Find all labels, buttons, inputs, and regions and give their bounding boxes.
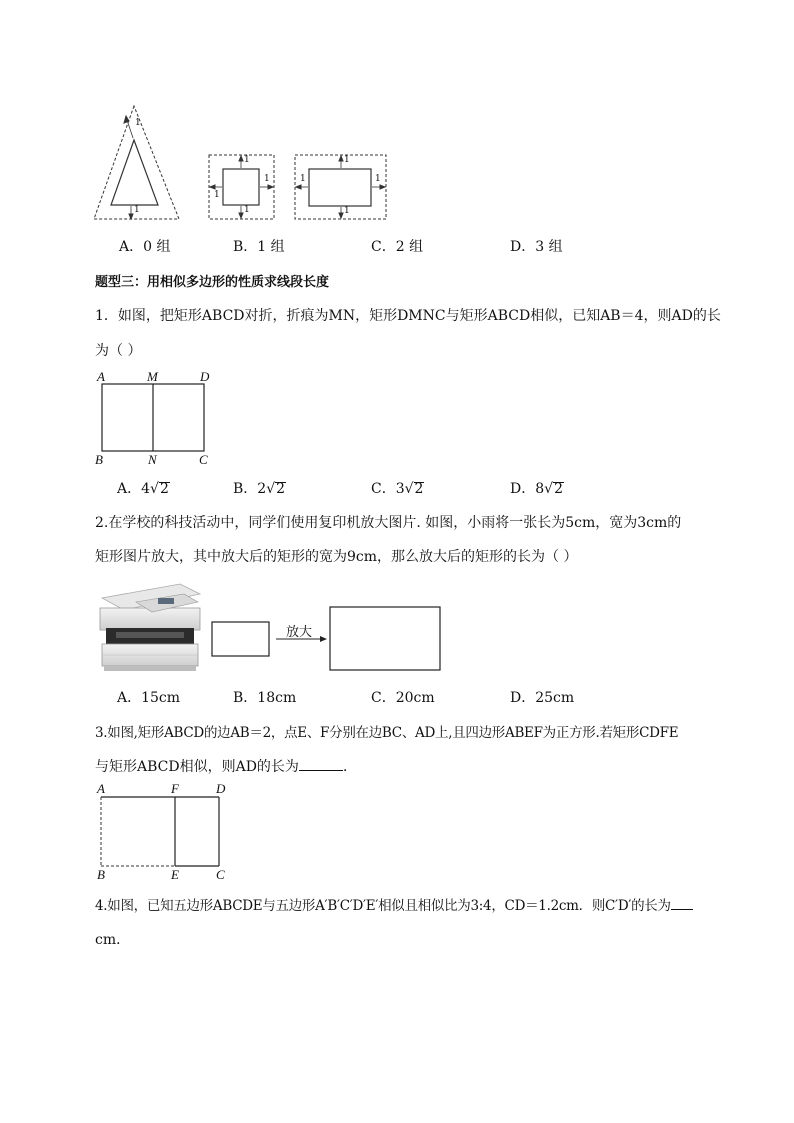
q3-label-c: C <box>216 867 225 882</box>
similar-shapes-figure <box>0 0 794 240</box>
mark-tri-bottom: 1 <box>134 205 140 215</box>
mark-rect-right: 1 <box>375 174 381 184</box>
q4-text-line2: cm． <box>95 932 131 948</box>
q3-answer-blank[interactable] <box>299 758 343 771</box>
q1-text-line1: 1．如图，把矩形ABCD对折，折痕为MN，矩形DMNC与矩形ABCD相似，已知AB＝4，则AD的长 <box>95 308 721 324</box>
mark-sq-left: 1 <box>214 190 220 200</box>
mark-sq-bottom: 1 <box>244 205 250 215</box>
q2-text-line2: 矩形图片放大，其中放大后的矩形的宽为9cm，那么放大后的矩形的长为（ ） <box>95 549 578 565</box>
q1-label-b: B <box>95 452 103 467</box>
rectangle-shapes <box>295 155 386 219</box>
q1-label-c: C <box>199 452 208 467</box>
q2-option-d: D．25cm <box>510 690 575 706</box>
square-shapes <box>209 155 274 219</box>
q2-option-a: A．15cm <box>117 690 181 706</box>
q3-label-e: E <box>171 867 179 882</box>
q3-label-b: B <box>97 867 105 882</box>
mark-rect-top: 1 <box>344 155 350 165</box>
enlarge-label: 放大 <box>286 625 313 640</box>
section-title: 题型三：用相似多边形的性质求线段长度 <box>95 275 330 290</box>
q1-text-line2: 为（ ） <box>95 343 142 359</box>
q1-option-d: D．8√2 <box>510 481 563 497</box>
q2-option-b: B．18cm <box>233 690 297 706</box>
q3-text-line1: 3.如图,矩形ABCD的边AB＝2，点E、F分别在边BC、AD上,且四边形ABEF为正方形.若矩形CDFE <box>95 725 679 741</box>
q1-label-a: A <box>97 369 105 384</box>
mark-rect-bottom: 1 <box>344 206 350 216</box>
q1-label-m: M <box>147 369 158 384</box>
copier-icon <box>96 580 206 674</box>
q4-text-line1: 4.如图，已知五边形ABCDE与五边形A′B′C′D′E′相似且相似比为3:4，CD＝1.2cm．则C′D′的长为 <box>95 894 693 914</box>
q1-label-d: D <box>200 369 210 384</box>
mark-tri-top: 1 <box>135 118 141 128</box>
q0-option-c: C．2 组 <box>371 239 424 255</box>
mark-sq-right: 1 <box>264 174 270 184</box>
q3-label-d: D <box>216 781 226 796</box>
q4-answer-blank[interactable] <box>671 897 693 910</box>
q3-text-line2: 与矩形ABCD相似，则AD的长为 ． <box>95 759 357 775</box>
q1-label-n: N <box>148 452 157 467</box>
q2-option-c: C．20cm <box>371 690 435 706</box>
q1-option-c: C．3√2 <box>371 481 424 497</box>
q3-label-a: A <box>97 781 105 796</box>
q2-text-line1: 2.在学校的科技活动中，同学们使用复印机放大图片. 如图，小雨将一张长为5cm，宽为3cm的 <box>95 515 682 531</box>
mark-rect-left: 1 <box>300 174 306 184</box>
q0-option-b: B．1 组 <box>233 239 285 255</box>
q1-option-a: A．4√2 <box>117 481 169 497</box>
q0-option-a: A．0 组 <box>119 239 171 255</box>
q0-option-d: D．3 组 <box>510 239 563 255</box>
mark-sq-top: 1 <box>244 155 250 165</box>
q3-label-f: F <box>171 781 179 796</box>
q1-option-b: B．2√2 <box>233 481 286 497</box>
